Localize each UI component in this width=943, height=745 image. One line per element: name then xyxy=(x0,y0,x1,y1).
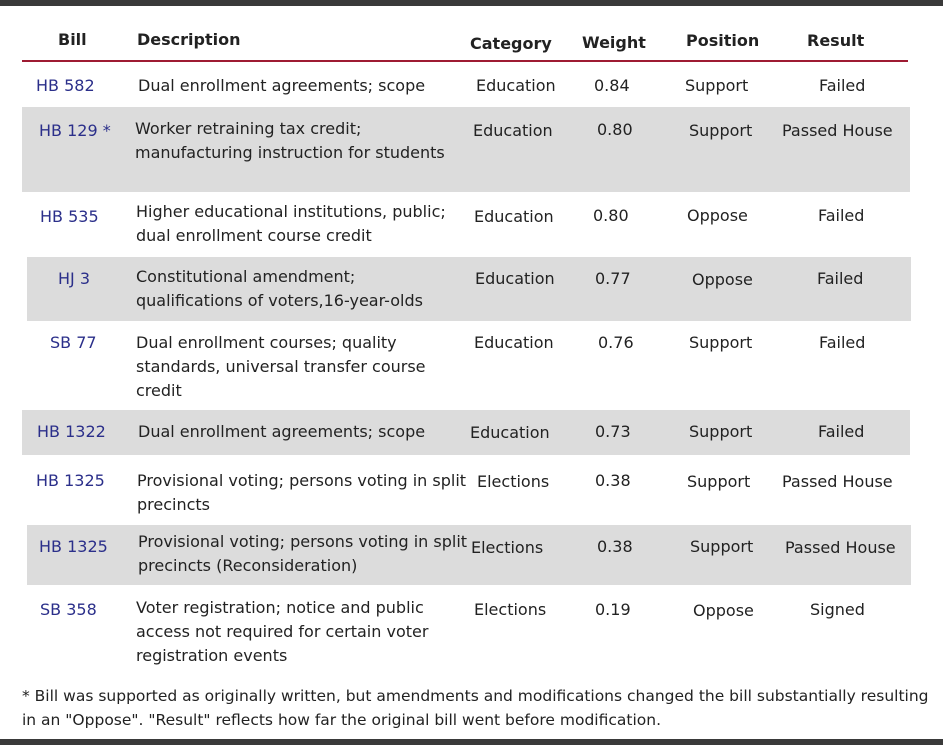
position-cell: Support xyxy=(689,121,753,140)
bill-cell: HB 1325 xyxy=(36,471,105,490)
result-cell: Failed xyxy=(819,76,866,95)
position-cell: Support xyxy=(689,422,753,441)
bill-cell: HB 1325 xyxy=(39,537,108,556)
weight-cell: 0.38 xyxy=(597,537,633,556)
result-cell: Passed House xyxy=(782,121,893,140)
category-cell: Education xyxy=(473,121,553,140)
category-cell: Education xyxy=(470,423,550,442)
table-row xyxy=(0,321,943,410)
weight-cell: 0.19 xyxy=(595,600,631,619)
weight-cell: 0.77 xyxy=(595,269,631,288)
category-cell: Elections xyxy=(474,600,547,619)
table-row xyxy=(0,62,943,107)
category-cell: Elections xyxy=(477,472,550,491)
description-cell: Dual enrollment agreements; scope xyxy=(138,76,426,95)
header-result: Result xyxy=(807,31,865,50)
position-cell: Support xyxy=(687,472,751,491)
position-cell: Support xyxy=(690,537,754,556)
bill-cell: HB 129 * xyxy=(39,121,111,140)
weight-cell: 0.76 xyxy=(598,333,634,352)
table-row xyxy=(0,107,943,192)
table-row xyxy=(0,257,943,321)
weight-cell: 0.84 xyxy=(594,76,630,95)
bill-cell: HB 582 xyxy=(36,76,95,95)
bill-cell: HB 535 xyxy=(40,207,99,226)
weight-cell: 0.80 xyxy=(593,206,629,225)
position-cell: Oppose xyxy=(687,206,748,225)
position-cell: Support xyxy=(685,76,749,95)
description-cell: Dual enrollment courses; quality standards, universal transfer course credit xyxy=(136,333,426,400)
header-bill: Bill xyxy=(58,30,87,49)
position-cell: Oppose xyxy=(692,270,753,289)
weight-cell: 0.73 xyxy=(595,422,631,441)
position-cell: Support xyxy=(689,333,753,352)
description-cell: Worker retraining tax credit; manufacturing instruction for students xyxy=(135,119,445,162)
header-position: Position xyxy=(686,31,760,50)
footnote: * Bill was supported as originally written, but amendments and modifications changed the bill substantially resulting in an "Oppose". "Result" reflects how far the original bill went before modification. xyxy=(22,687,929,729)
header-description: Description xyxy=(137,30,241,49)
bill-cell: SB 358 xyxy=(40,600,97,619)
category-cell: Education xyxy=(475,269,555,288)
category-cell: Education xyxy=(474,207,554,226)
table-row xyxy=(0,410,943,455)
bill-cell: HB 1322 xyxy=(37,422,106,441)
description-cell: Voter registration; notice and public access not required for certain voter registration events xyxy=(136,598,429,665)
result-cell: Failed xyxy=(818,206,865,225)
description-cell: Provisional voting; persons voting in split precincts xyxy=(137,471,467,514)
bill-cell: HJ 3 xyxy=(58,269,91,288)
description-cell: Higher educational institutions, public; dual enrollment course credit xyxy=(136,202,446,245)
header-weight: Weight xyxy=(582,33,646,52)
table-row xyxy=(0,525,943,585)
bottom-border xyxy=(0,739,943,745)
category-cell: Education xyxy=(474,333,554,352)
result-cell: Failed xyxy=(818,422,865,441)
result-cell: Passed House xyxy=(785,538,896,557)
table-row xyxy=(0,585,943,680)
weight-cell: 0.38 xyxy=(595,471,631,490)
description-cell: Dual enrollment agreements; scope xyxy=(138,422,426,441)
category-cell: Elections xyxy=(471,538,544,557)
result-cell: Signed xyxy=(810,600,865,619)
weight-cell: 0.80 xyxy=(597,120,633,139)
top-border xyxy=(0,0,943,6)
position-cell: Oppose xyxy=(693,601,754,620)
description-cell: Constitutional amendment; qualifications of voters,16-year-olds xyxy=(136,267,423,310)
bill-cell: SB 77 xyxy=(50,333,97,352)
category-cell: Education xyxy=(476,76,556,95)
result-cell: Failed xyxy=(817,269,864,288)
result-cell: Failed xyxy=(819,333,866,352)
description-cell: Provisional voting; persons voting in split precincts (Reconsideration) xyxy=(138,532,468,575)
table-row xyxy=(0,455,943,525)
header-category: Category xyxy=(470,34,552,53)
result-cell: Passed House xyxy=(782,472,893,491)
table-row xyxy=(0,192,943,257)
